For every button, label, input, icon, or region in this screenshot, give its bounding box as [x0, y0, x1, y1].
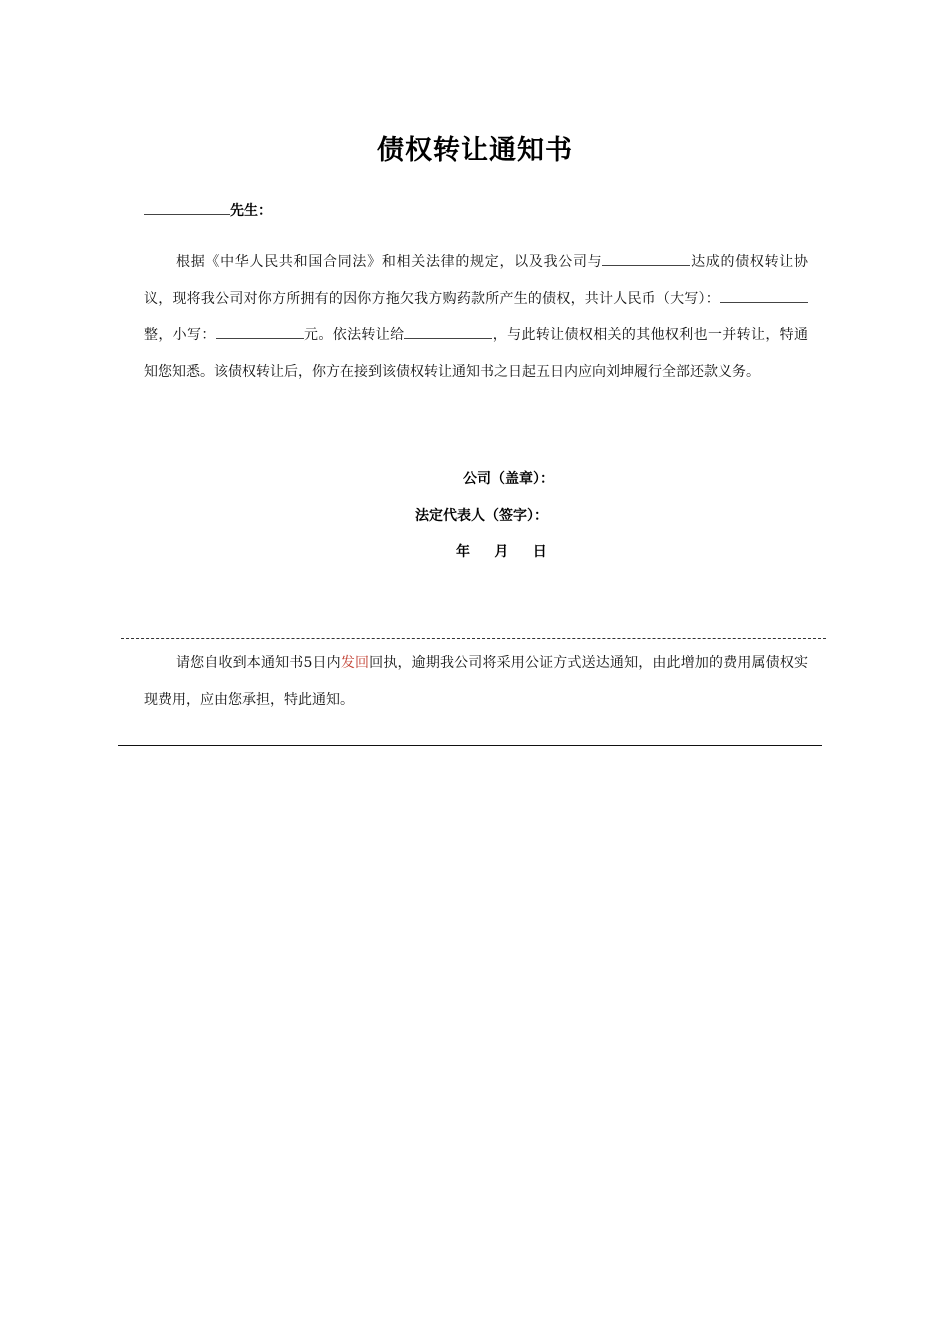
amount-uppercase-blank: [720, 288, 808, 303]
body-text-part-2: 达成的债权转让协议，现将我公司对你方所拥有的因你方拖欠我方购药款所产生的债权，共计人民币（大写）：: [144, 254, 809, 307]
receipt-highlight-text: 发回: [340, 655, 370, 671]
body-text-part-3: 整，小写：: [144, 327, 216, 343]
receipt-text-part-2: 回执，逾期我公司将采用公证方式送达通知，由此增加的费用属债权实现费用，应由您承担，特此通知。: [144, 655, 808, 708]
legal-representative-label: 法定代表人（签字）：: [415, 508, 548, 524]
salutation: [144, 200, 272, 220]
body-text-part-4: 元。依法转让给: [303, 327, 405, 343]
body-text-part-5: ，与此转让债权相关的其他权利也一并转让，特通知您知悉。该债权转让后，你方在接到该债权转让通知书之日起五日内应向刘坤履行全部还款义务。: [144, 327, 809, 380]
receipt-paragraph: [144, 645, 808, 718]
body-text-part-1: 根据《中华人民共和国合同法》和相关法律的规定，以及我公司与: [176, 254, 603, 270]
cut-dashed-divider: [121, 638, 826, 639]
company-seal-label: 公司（盖章）：: [463, 471, 554, 487]
transferee-party-blank: [602, 251, 690, 266]
document-title: 债权转让通知书: [377, 135, 573, 166]
date-label: 年 月 日: [456, 544, 547, 560]
assignee-blank: [404, 324, 492, 339]
amount-numeric-blank: [216, 324, 304, 339]
recipient-name-blank: [144, 200, 230, 215]
receipt-text-part-1: 请您自收到本通知书5日内: [176, 655, 341, 671]
bottom-divider-line: [118, 745, 822, 746]
salutation-text: 先生：: [230, 203, 272, 219]
notice-body-paragraph: [144, 244, 808, 390]
